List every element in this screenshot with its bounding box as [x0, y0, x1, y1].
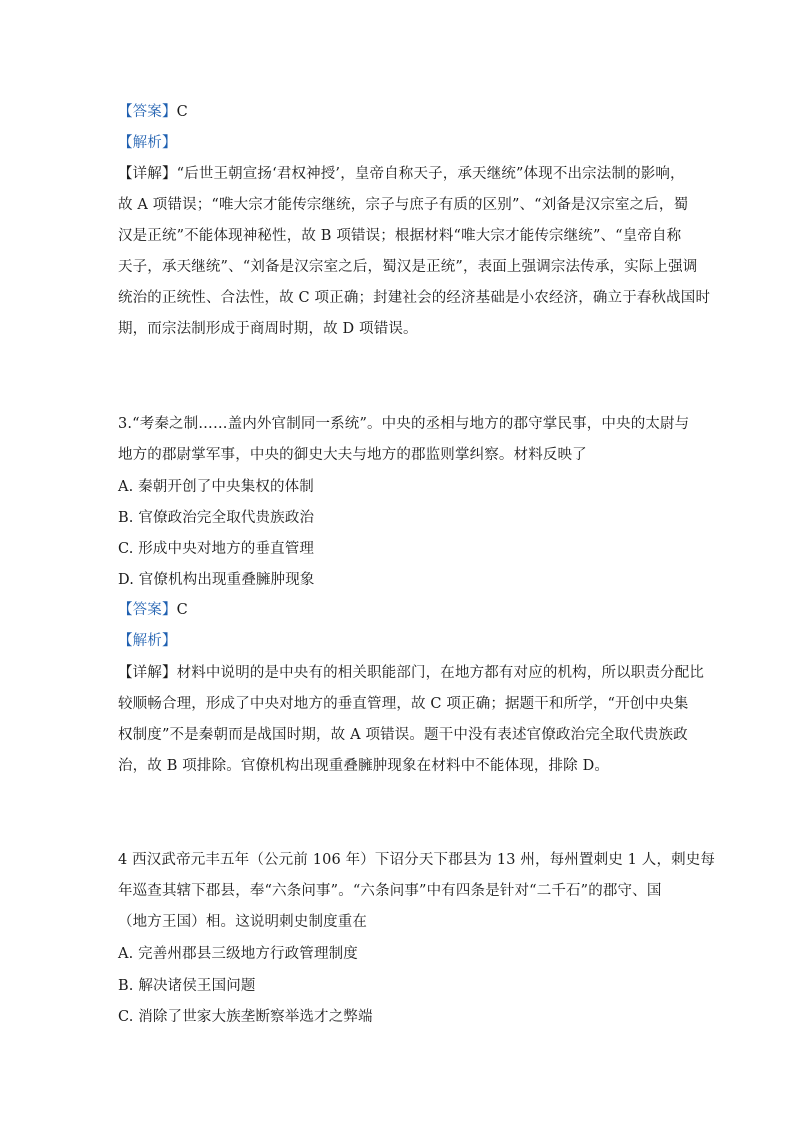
detail-line: 较顺畅合理，形成了中央对地方的垂直管理，故 C 项正确；据题干和所学，“开创中央集: [118, 696, 689, 712]
question-stem-line: 3.“考秦之制……盖内外官制同一系统”。中央的丞相与地方的郡守掌民事，中央的太尉与: [118, 416, 690, 432]
detail-line: 故 A 项错误；“唯大宗才能传宗继统，宗子与庶子有质的区别”、“刘备是汉宗室之后，蜀: [118, 197, 689, 213]
analysis-label: 【解析】: [118, 135, 177, 151]
answer-value: C: [176, 104, 188, 120]
answer-tag: 【答案】: [118, 602, 177, 618]
option-a: A. 完善州郡县三级地方行政管理制度: [118, 946, 358, 962]
question-stem-line: 地方的郡尉掌军事，中央的御史大夫与地方的郡监则掌纠察。材料反映了: [118, 447, 587, 463]
answer-value: C: [176, 602, 188, 618]
option-b: B. 解决诸侯王国问题: [118, 978, 256, 994]
answer-line: [118, 600, 188, 620]
option-d: D. 官僚机构出现重叠臃肿现象: [118, 572, 315, 588]
analysis-label-line: [118, 631, 177, 651]
option-a: A. 秦朝开创了中央集权的体制: [118, 479, 314, 495]
detail-line: 权制度”不是秦朝而是战国时期，故 A 项错误。题干中没有表述官僚政治完全取代贵族政: [118, 727, 688, 743]
answer-line: [118, 102, 188, 122]
question-stem-line: 年巡查其辖下郡县，奉“六条问事”。“六条问事”中有四条是针对“二千石”的郡守、国: [118, 883, 662, 899]
option-b: B. 官僚政治完全取代贵族政治: [118, 510, 315, 526]
analysis-label: 【解析】: [118, 633, 177, 649]
detail-line: 期，而宗法制形成于商周时期，故 D 项错误。: [118, 321, 418, 337]
detail-line: 治，故 B 项排除。官僚机构出现重叠臃肿现象在材料中不能体现，排除 D。: [118, 758, 610, 774]
detail-line: 天子，承天继统”、“刘备是汉宗室之后，蜀汉是正统”，表面上强调宗法传承，实际上强调: [118, 259, 698, 275]
detail-line: [118, 663, 704, 683]
detail-text: “后世王朝宣扬‘君权神授’，皇帝自称天子，承天继统”体现不出宗法制的影响，: [176, 166, 685, 182]
question-stem-line: 4 西汉武帝元丰五年（公元前 106 年）下诏分天下郡县为 13 州，每州置刺史 1 人，刺史每: [118, 852, 716, 868]
option-c: C. 形成中央对地方的垂直管理: [118, 541, 315, 557]
detail-line: [118, 164, 685, 184]
question-stem-line: （地方王国）相。这说明刺史制度重在: [118, 914, 368, 930]
analysis-label-line: [118, 133, 177, 153]
detail-tag: 【详解】: [118, 166, 177, 182]
detail-line: 统治的正统性、合法性，故 C 项正确；封建社会的经济基础是小农经济，确立于春秋战国时: [118, 290, 711, 306]
option-c: C. 消除了世家大族垄断察举选才之弊端: [118, 1009, 373, 1025]
detail-line: 汉是正统”不能体现神秘性，故 B 项错误；根据材料“唯大宗才能传宗继统”、“皇帝自称: [118, 228, 682, 244]
answer-tag: 【答案】: [118, 104, 177, 120]
detail-text: 材料中说明的是中央有的相关职能部门，在地方都有对应的机构，所以职责分配比: [176, 665, 705, 681]
detail-tag: 【详解】: [118, 665, 177, 681]
